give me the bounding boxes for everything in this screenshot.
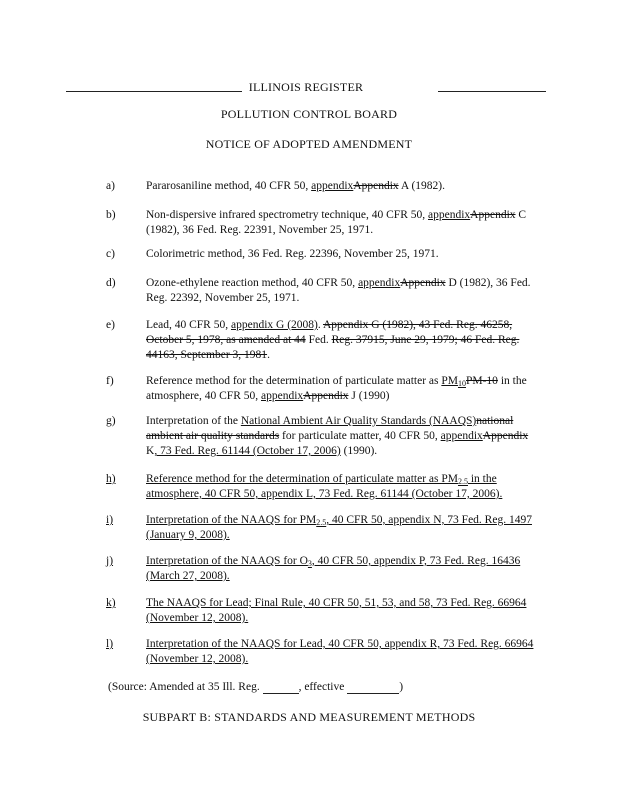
item-text-segment: A (1982). [398,180,445,192]
source-volume-blank [263,681,299,694]
item-label: j) [106,555,114,567]
inserted-text: appendix [311,180,354,192]
item-label: k) [106,597,116,609]
item-text-segment: Interpretation of the [146,415,241,427]
source-note [108,681,403,694]
item-text-segment: Colorimetric method, 36 Fed. Reg. 22396, November 25, 1971. [146,248,439,260]
item-text-segment: in the atmosphere, 40 CFR 50, [146,375,527,402]
item-label: d) [106,277,116,289]
item-label: h) [106,473,116,485]
source-date-blank [347,681,399,694]
inserted-text: 2.5 [316,518,327,527]
inserted-text: appendix [440,430,483,442]
item-text [146,374,542,404]
header-rule-right [438,91,546,92]
item-text-segment: Fed. [305,334,332,346]
source-middle: , effective [298,681,348,693]
item-text [146,179,542,194]
item-label: g) [106,415,116,427]
item-text-segment: J (1990) [348,390,390,402]
deleted-text: Appendix [303,390,349,402]
source-suffix: ) [399,681,404,693]
item-text [146,513,542,543]
inserted-text: 10 [457,379,466,388]
item-text-segment: . [317,319,323,331]
inserted-text: appendix [428,209,471,221]
item-text-segment: . [267,349,270,361]
item-text-segment: D (1982), 36 Fed. Reg. 22392, November 25, 1971. [146,277,531,304]
item-text [146,318,542,363]
inserted-text: , 40 CFR 50, appendix N, 73 Fed. Reg. 1497 (January 9, 2008). [146,514,532,541]
item-text-segment: Reference method for the determination of particulate matter as [146,375,442,387]
inserted-text: PM [441,375,458,387]
inserted-text: National Ambient Air Quality Standards (NAAQS) [240,415,477,427]
register-title: ILLINOIS REGISTER [248,80,364,94]
item-label: e) [106,319,115,331]
deleted-text: national ambient air quality standards [146,415,514,442]
item-text-segment: Lead, 40 CFR 50, [146,319,231,331]
register-header [66,80,546,96]
inserted-text: , 40 CFR 50, appendix P, 73 Fed. Reg. 16436 (March 27, 2008). [146,555,521,582]
item-text [146,472,542,502]
inserted-text: Interpretation of the NAAQS for O [146,555,308,567]
deleted-text: Appendix [353,180,399,192]
item-text [146,208,542,238]
item-text-segment: Non-dispersive infrared spectrometry technique, 40 CFR 50, [146,209,429,221]
item-text-segment: Ozone-ethylene reaction method, 40 CFR 50, [146,277,359,289]
inserted-text: in the atmosphere, 40 CFR 50, appendix L, 73 Fed. Reg. 61144 (October 17, 2006). [146,473,503,500]
inserted-text: Interpretation of the NAAQS for PM [146,514,317,526]
item-text [146,596,542,626]
item-label: b) [106,209,116,221]
item-text [146,554,542,584]
notice-title: NOTICE OF ADOPTED AMENDMENT [205,137,413,151]
item-label: a) [106,180,115,192]
item-text [146,276,542,306]
deleted-text: Appendix [470,209,516,221]
inserted-text: 2.5 [457,477,468,486]
item-text-segment: (1990). [340,445,378,457]
deleted-text: PM-10 [465,375,498,387]
inserted-text: Interpretation of the NAAQS for Lead, 40 CFR 50, appendix R, 73 Fed. Reg. 66964 (November 12, 2008). [146,638,534,665]
item-text-segment: K [146,445,155,457]
item-text [146,414,542,459]
item-text [146,637,542,667]
item-text-segment: C (1982), 36 Fed. Reg. 22391, November 25, 1971. [146,209,527,236]
deleted-text: Reg. 37915, June 29, 1979; 46 Fed. Reg. 44163, September 3, 1981 [146,334,520,361]
inserted-text: , 73 Fed. Reg. 61144 (October 17, 2006) [154,445,341,457]
item-label: l) [106,638,114,650]
inserted-text: appendix G (2008) [230,319,318,331]
subpart-heading: SUBPART B: STANDARDS AND MEASUREMENT METHODS [142,710,476,724]
inserted-text: Reference method for the determination of particulate matter as PM [146,473,458,485]
item-text-segment: for particulate matter, 40 CFR 50, [279,430,441,442]
inserted-text: appendix [261,390,304,402]
item-label: c) [106,248,115,260]
inserted-text: The NAAQS for Lead; Final Rule, 40 CFR 50, 51, 53, and 58, 73 Fed. Reg. 66964 (November 12, 2008). [146,597,527,624]
inserted-text: 3 [307,559,312,568]
board-name: POLLUTION CONTROL BOARD [220,107,398,121]
deleted-text: Appendix [482,430,529,442]
item-text [146,247,542,262]
source-prefix: (Source: Amended at 35 Ill. Reg. [108,681,263,693]
item-label: i) [106,514,114,526]
item-text-segment: Pararosaniline method, 40 CFR 50, [146,180,312,192]
deleted-text: Appendix G (1982), 43 Fed. Reg. 46258, October 5, 1978, as amended at 44 [146,319,513,346]
deleted-text: Appendix [400,277,446,289]
item-label: f) [106,375,114,387]
inserted-text: appendix [358,277,401,289]
